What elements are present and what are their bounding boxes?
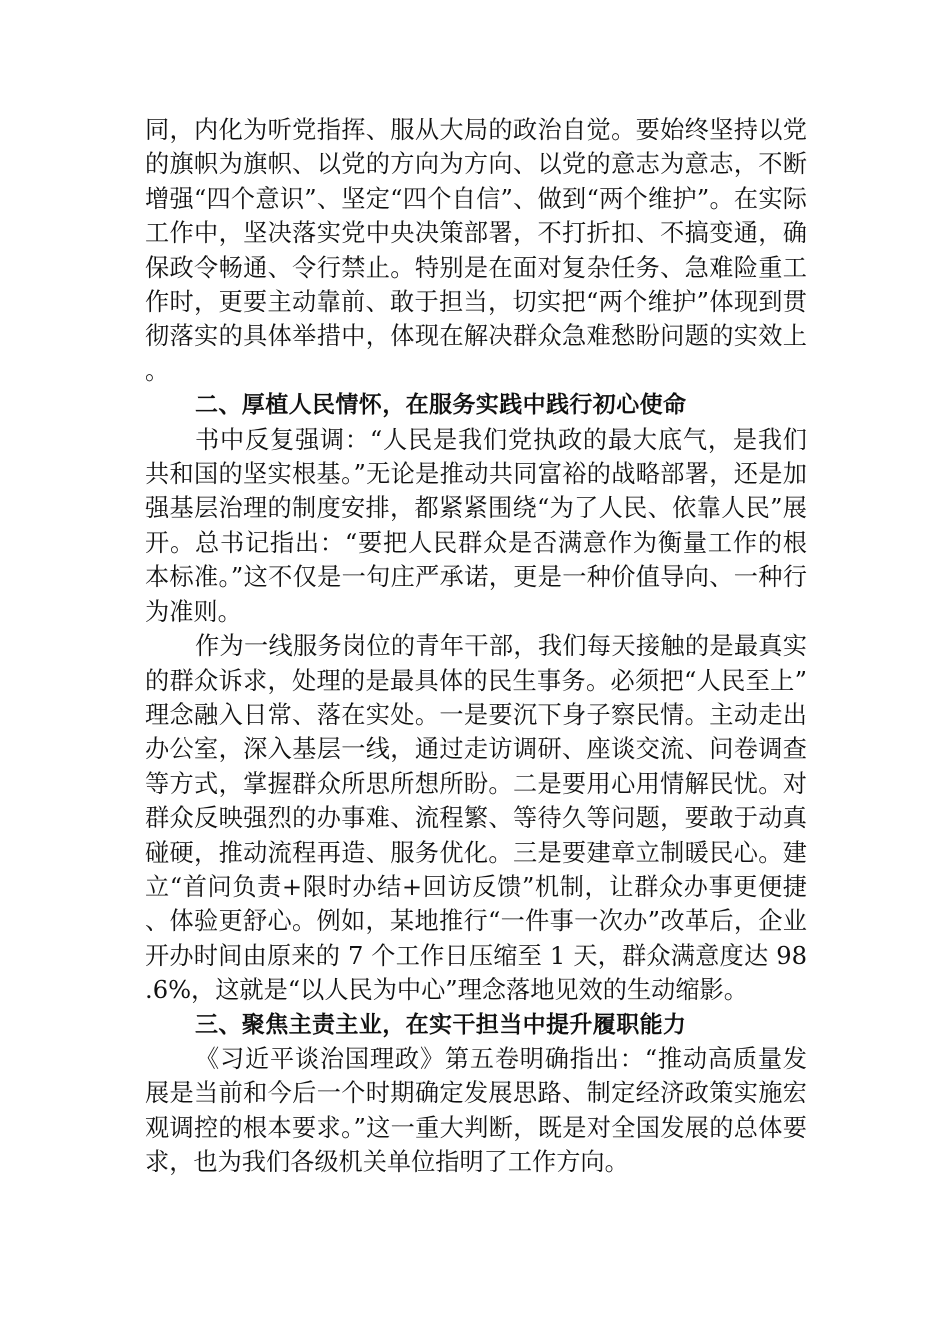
paragraph-people-quote: 书中反复强调：“人民是我们党执政的最大底气，是我们共和国的坚实根基。”无论是推动共同富裕的战略部署，还是加强基层治理的制度安排，都紧紧围绕“为了人民、依靠人民”展开。总书记指出：“要把人民群众是否满意作为衡量工作的根本标准。”这不仅是一句庄严承诺，更是一种价值导向、一种行为准则。 [145,425,807,626]
paragraph-high-quality-development: 《习近平谈治国理政》第五卷明确指出：“推动高质量发展是当前和今后一个时期确定发展思路、制定经济政策实施宏观调控的根本要求。”这一重大判断，既是对全国发展的总体要求，也为我们各级机关单位指明了工作方向。 [145,1044,807,1177]
document-body [145,113,807,1180]
section-heading-3: 三、聚焦主责主业，在实干担当中提升履职能力 [195,1011,687,1038]
paragraph-frontline-service: 作为一线服务岗位的青年干部，我们每天接触的是最真实的群众诉求，处理的是最具体的民生事务。必须把“人民至上”理念融入日常、落在实处。一是要沉下身子察民情。主动走出办公室，深入基层一线，通过走访调研、座谈交流、问卷调查等方式，掌握群众所思所想所盼。二是要用心用情解民忧。对群众反映强烈的办事难、流程繁、等待久等问题，要敢于动真碰硬，推动流程再造、服务优化。三是要建章立制暖民心。建立“首问负责+限时办结+回访反馈”机制，让群众办事更便捷、体验更舒心。例如，某地推行“一件事一次办”改革后，企业开办时间由原来的 7 个工作日压缩至 1 天，群众满意度达 98.6%，这就是“以人民为中心”理念落地见效的生动缩影。 [145,632,807,1005]
paragraph-continuation: 同，内化为听党指挥、服从大局的政治自觉。要始终坚持以党的旗帜为旗帜、以党的方向为方向、以党的意志为意志，不断增强“四个意识”、坚定“四个自信”、做到“两个维护”。在实际工作中，坚决落实党中央决策部署，不打折扣、不搞变通，确保政令畅通、令行禁止。特别是在面对复杂任务、急难险重工作时，更要主动靠前、敢于担当，切实把“两个维护”体现到贯彻落实的具体举措中，体现在解决群众急难愁盼问题的实效上。 [145,116,807,385]
section-heading-2: 二、厚植人民情怀，在服务实践中践行初心使命 [195,392,687,419]
